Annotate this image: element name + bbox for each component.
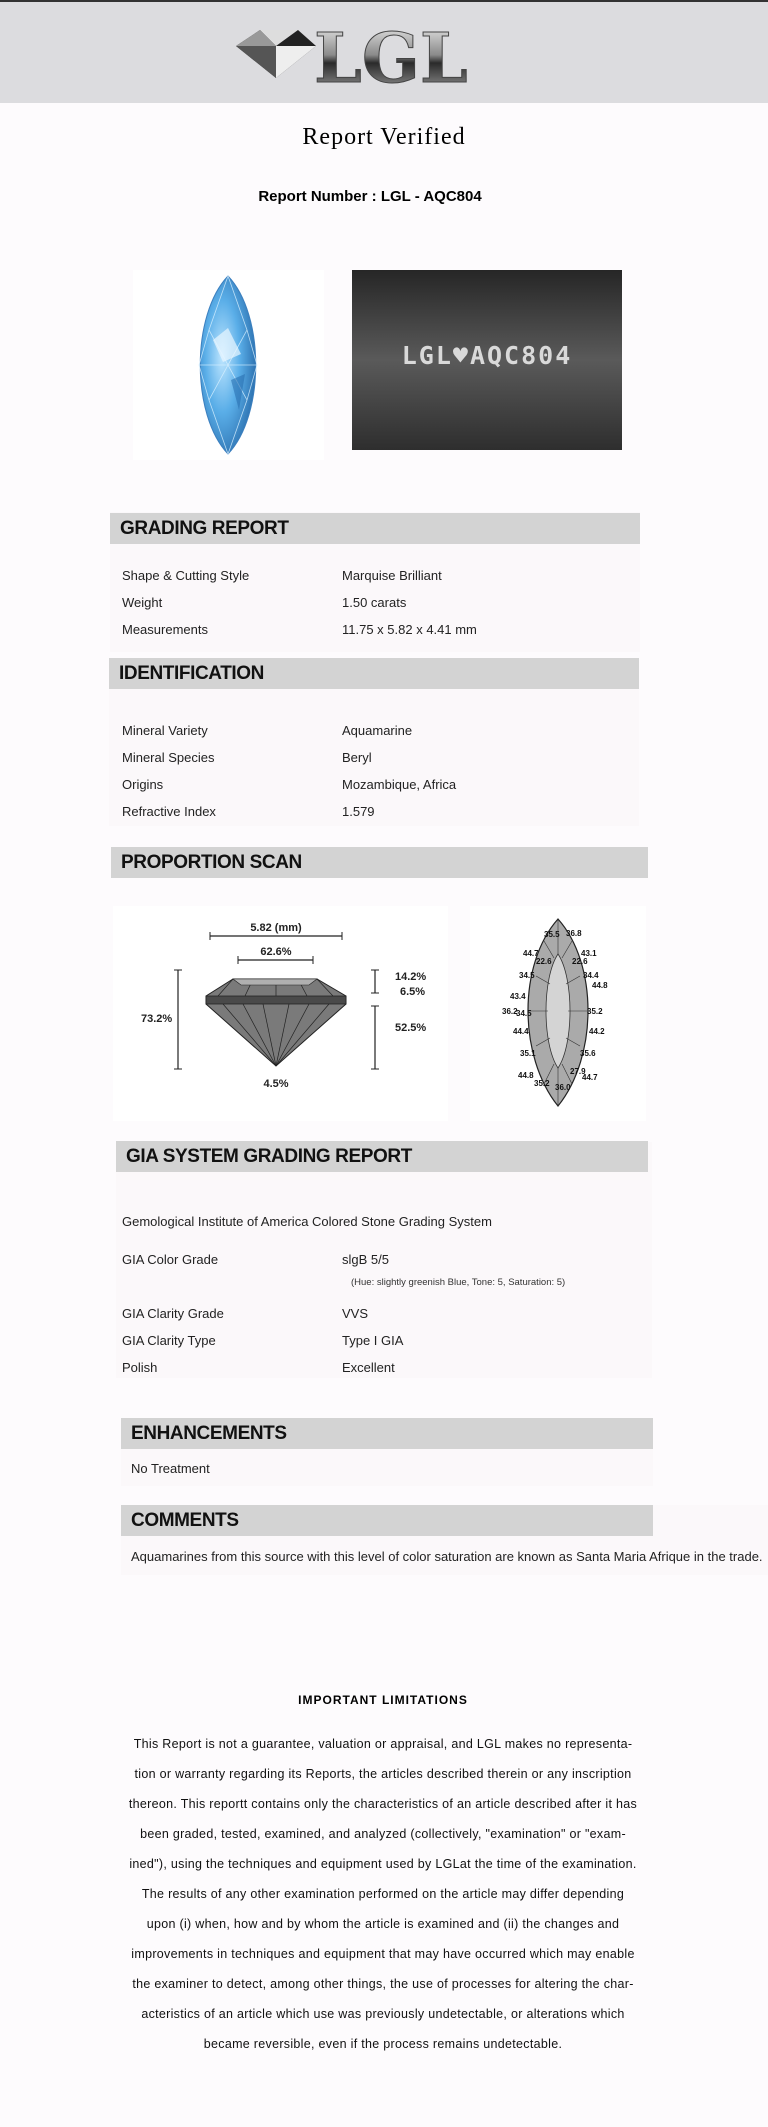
facet-label: 27.9	[570, 1067, 586, 1076]
pavilion-label: 52.5%	[395, 1022, 427, 1034]
facet-label: 35.2	[587, 1007, 603, 1016]
mineral-variety-label: Mineral Variety	[122, 723, 208, 738]
facet-label: 36.0	[555, 1083, 571, 1092]
facet-label: 44.7	[523, 949, 539, 958]
report-number: Report Number : LGL - AQC804	[258, 188, 482, 205]
polish-value: Excellent	[342, 1360, 395, 1375]
limitations-line: This Report is not a guarantee, valuation or appraisal, and LGL makes no representa-	[133, 1737, 633, 1751]
origins-label: Origins	[122, 777, 164, 792]
facet-label: 22.6	[572, 957, 588, 966]
polish-label: Polish	[122, 1360, 158, 1375]
refractive-index-value: 1.579	[342, 804, 375, 819]
width-label: 5.82 (mm)	[250, 922, 302, 934]
limitations-line: improvements in techniques and equipment that may have occurred which may enable	[131, 1947, 635, 1961]
logo-text: LGL	[314, 19, 468, 92]
limitations-line: upon (i) when, how and by whom the article is examined and (ii) the changes and	[146, 1917, 620, 1931]
shape-label: Shape & Cutting Style	[122, 568, 250, 583]
limitations-line: The results of any other examination performed on the article may differ depending	[141, 1887, 625, 1901]
enhancements-heading: ENHANCEMENTS	[121, 1418, 653, 1449]
limitations-line: acteristics of an article which use was previously undetectable, or alterations which	[141, 2007, 625, 2021]
facet-label: 43.1	[581, 949, 597, 958]
mineral-species-value: Beryl	[342, 750, 372, 765]
facet-label: 35.2	[534, 1079, 550, 1088]
diamond-icon	[236, 30, 316, 78]
color-note: (Hue: slightly greenish Blue, Tone: 5, Saturation: 5)	[351, 1277, 566, 1288]
gia-clarity-type-label: GIA Clarity Type	[122, 1333, 216, 1348]
facet-label: 44.8	[518, 1071, 534, 1080]
facet-label: 43.4	[510, 992, 526, 1001]
measurements-value: 11.75 x 5.82 x 4.41 mm	[342, 622, 477, 637]
gia-color-value: slgB 5/5	[342, 1252, 389, 1267]
limitations-line: became reversible, even if the process remains undetectable.	[203, 2037, 563, 2051]
limitations-line: thereon. This reportt contains only the characteristics of an article described after it has	[128, 1797, 638, 1811]
gia-clarity-grade-label: GIA Clarity Grade	[122, 1306, 224, 1321]
mineral-species-label: Mineral Species	[122, 750, 215, 765]
limitations-heading: IMPORTANT LIMITATIONS	[298, 1693, 468, 1707]
shape-value: Marquise Brilliant	[342, 568, 442, 583]
culet-label: 4.5%	[263, 1078, 289, 1090]
facet-label: 22.6	[536, 957, 552, 966]
crown-label: 14.2%	[395, 971, 427, 983]
girdle-label: 6.5%	[400, 986, 426, 998]
comments-text: Aquamarines from this source with this level of color saturation are known as Santa Maria Afrique in the trade.	[131, 1549, 763, 1564]
page-title: Report Verified	[302, 124, 466, 150]
mineral-variety-value: Aquamarine	[342, 723, 413, 738]
weight-label: Weight	[122, 595, 163, 610]
weight-value: 1.50 carats	[342, 595, 407, 610]
gia-clarity-type-value: Type I GIA	[342, 1333, 404, 1348]
facet-label: 34.5	[519, 971, 535, 980]
gia-color-label: GIA Color Grade	[122, 1252, 219, 1267]
laser-inscription-photo	[352, 270, 622, 450]
facet-label: 44.7	[582, 1073, 598, 1082]
limitations-line: ined"), using the techniques and equipment used by LGLat the time of the examination.	[129, 1857, 637, 1871]
origins-value: Mozambique, Africa	[342, 777, 457, 792]
facet-label: 35.5	[544, 930, 560, 939]
enhancements-text: No Treatment	[131, 1461, 210, 1476]
gia-heading: GIA SYSTEM GRADING REPORT	[116, 1141, 648, 1172]
limitations-line: been graded, tested, examined, and analyzed (collectively, "examination" or "exam-	[140, 1827, 626, 1841]
inscription-text: LGL♥AQC804	[401, 341, 573, 370]
gia-subtitle: Gemological Institute of America Colored Stone Grading System	[122, 1214, 492, 1229]
lgl-logo[interactable]	[232, 16, 492, 92]
limitations-line: the examiner to detect, among other things, the use of processes for altering the char-	[132, 1977, 634, 1991]
facet-label: 35.1	[520, 1049, 536, 1058]
facet-label: 44.4	[513, 1027, 529, 1036]
facet-label: 34.4	[583, 971, 599, 980]
facet-label: 44.2	[589, 1027, 605, 1036]
facet-label: 36.8	[566, 929, 582, 938]
top-view-diagram	[470, 906, 646, 1121]
gemstone-photo	[133, 270, 324, 460]
measurements-label: Measurements	[122, 622, 208, 637]
total-depth-label: 73.2%	[141, 1013, 173, 1025]
side-profile-diagram	[113, 906, 448, 1121]
refractive-index-label: Refractive Index	[122, 804, 216, 819]
table-label: 62.6%	[260, 946, 292, 958]
facet-label: 44.8	[592, 981, 608, 990]
comments-heading: COMMENTS	[121, 1505, 653, 1536]
facet-label: 34.5	[516, 1009, 532, 1018]
grading-report-heading: GRADING REPORT	[110, 513, 640, 544]
identification-heading: IDENTIFICATION	[109, 658, 639, 689]
facet-label: 36.2	[502, 1007, 518, 1016]
limitations-line: tion or warranty regarding its Reports, the articles described therein or any inscription	[134, 1767, 632, 1781]
proportion-scan-heading: PROPORTION SCAN	[111, 847, 648, 878]
gia-clarity-grade-value: VVS	[342, 1306, 369, 1321]
facet-label: 35.6	[580, 1049, 596, 1058]
